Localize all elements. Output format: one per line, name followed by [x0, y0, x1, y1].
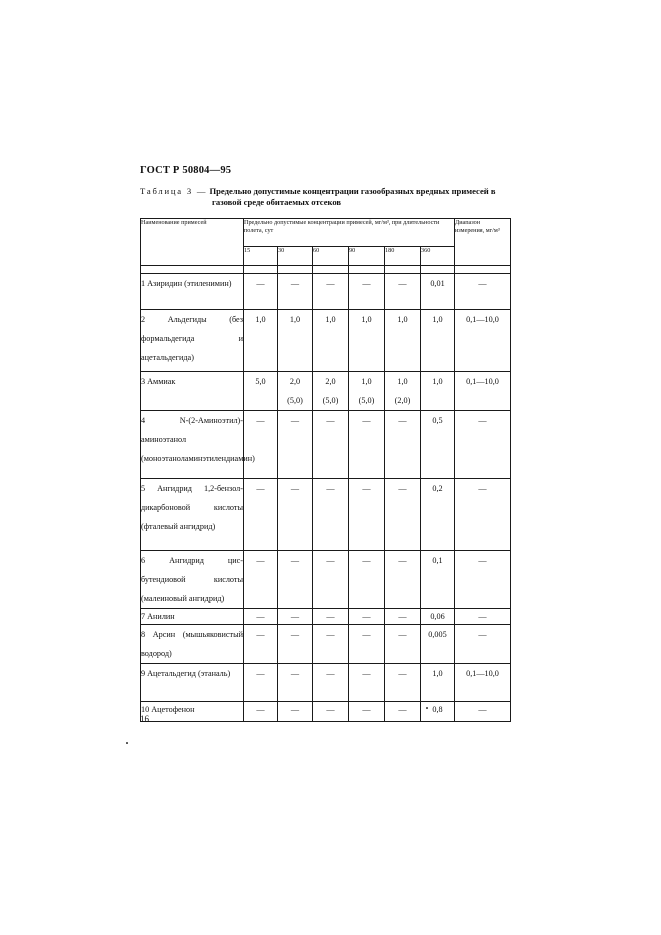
concentration-value: 2,0: [289, 377, 301, 386]
concentration-value: 1,0: [432, 377, 443, 386]
concentration-cell: [244, 625, 278, 664]
measurement-range: 0,1—10,0: [455, 372, 511, 411]
concentration-value: —: [326, 705, 335, 714]
concentration-cell: [349, 625, 385, 664]
concentration-value: —: [362, 484, 371, 493]
substance-name: 2 Альдегиды (без формальдегида и ацетальдегида): [141, 310, 244, 372]
concentration-cell: [244, 411, 278, 479]
concentration-cell: [349, 372, 385, 411]
measurement-range: 0,1—10,0: [455, 310, 511, 372]
concentration-value: —: [256, 630, 265, 639]
concentration-cell: [385, 625, 421, 664]
concentration-value: —: [290, 612, 300, 621]
concentration-value: —: [398, 669, 407, 678]
duration-header: 180: [385, 246, 421, 265]
concentration-value: —: [398, 612, 407, 621]
substance-name: 3 Аммиак: [141, 372, 244, 411]
concentration-cell: [278, 609, 313, 625]
concentration-cell: [349, 702, 385, 722]
page-number: 16: [140, 714, 149, 724]
table-row: [141, 411, 511, 479]
concentration-value: —: [256, 705, 265, 714]
measurement-range: —: [455, 625, 511, 664]
concentration-cell: [278, 625, 313, 664]
concentration-alt-value: (5,0): [322, 396, 339, 405]
table-row: [141, 274, 511, 310]
concentration-cell: [421, 609, 455, 625]
substance-name: 6 Ангидрид цис-бутендиовой кислоты (малеиновый ангидрид): [141, 551, 244, 609]
concentration-cell: [349, 609, 385, 625]
concentration-cell: [313, 551, 349, 609]
concentration-value: —: [256, 484, 265, 493]
concentration-value: 1,0: [432, 315, 443, 324]
concentration-cell: [385, 372, 421, 411]
table-body: [141, 266, 511, 722]
table-row: [141, 664, 511, 702]
concentration-cell: [385, 411, 421, 479]
measurement-range: —: [455, 274, 511, 310]
concentration-value: 1,0: [361, 377, 372, 386]
concentration-cell: [421, 551, 455, 609]
concentration-value: —: [290, 630, 300, 639]
concentration-value: —: [256, 416, 265, 425]
concentration-value: 1,0: [255, 315, 266, 324]
concentration-value: —: [362, 279, 371, 288]
spacer-row: [141, 266, 511, 274]
measurement-range: —: [455, 702, 511, 722]
concentration-value: —: [398, 484, 407, 493]
concentration-cell: [278, 479, 313, 551]
concentration-cell: [244, 274, 278, 310]
concentration-value: —: [290, 279, 300, 288]
duration-header: 15: [244, 246, 278, 265]
concentration-value: —: [398, 416, 407, 425]
concentration-value: —: [362, 612, 371, 621]
concentration-cell: [313, 609, 349, 625]
concentration-value: 1,0: [361, 315, 372, 324]
measurement-range: 0,1—10,0: [455, 664, 511, 702]
concentration-alt-value: (2,0): [394, 396, 411, 405]
substance-name: 1 Азиридин (этиленимин): [141, 274, 244, 310]
concentration-value: 0,8: [432, 705, 443, 714]
concentration-value: —: [290, 669, 300, 678]
concentration-value: —: [290, 484, 300, 493]
concentration-value: —: [326, 416, 335, 425]
concentration-cell: [385, 310, 421, 372]
concentration-value: —: [398, 279, 407, 288]
concentration-cell: [313, 702, 349, 722]
concentration-cell: [385, 274, 421, 310]
concentration-cell: [313, 372, 349, 411]
concentration-value: —: [256, 669, 265, 678]
concentration-value: —: [256, 279, 265, 288]
concentration-cell: [421, 274, 455, 310]
substance-name: 9 Ацетальдегид (этаналь): [141, 664, 244, 702]
concentration-cell: [244, 479, 278, 551]
concentration-value: 1,0: [397, 377, 408, 386]
concentration-cell: [421, 411, 455, 479]
concentration-value: —: [290, 416, 300, 425]
substance-name: 4 N-(2-Аминоэтил)-аминоэтанол (моноэтаноламинэтилендиамин): [141, 411, 244, 479]
duration-header: 90: [349, 246, 385, 265]
concentration-value: 0,2: [432, 484, 443, 493]
table-row: [141, 609, 511, 625]
concentration-cell: [244, 372, 278, 411]
concentration-cell: [278, 664, 313, 702]
concentration-value: —: [326, 556, 335, 565]
concentration-cell: [313, 664, 349, 702]
concentration-value: 0,06: [430, 612, 445, 621]
caption-label: Таблица 3 —: [140, 186, 208, 196]
concentration-value: 0,005: [428, 630, 447, 639]
concentration-cell: [313, 310, 349, 372]
concentration-value: 1,0: [325, 315, 336, 324]
concentration-cell: [385, 479, 421, 551]
substance-name: 5 Ангидрид 1,2-бензол-дикарбоновой кислоты (фталевый ангидрид): [141, 479, 244, 551]
measurement-range: —: [455, 479, 511, 551]
concentration-value: —: [398, 556, 407, 565]
concentration-value: —: [326, 630, 335, 639]
concentration-value: 2,0: [325, 377, 336, 386]
header-range: Диапазон измерения, мг/м³: [455, 219, 511, 266]
concentration-value: 5,0: [255, 377, 266, 386]
concentration-cell: [313, 411, 349, 479]
concentration-cell: [278, 274, 313, 310]
concentration-cell: [385, 664, 421, 702]
concentration-value: —: [326, 612, 335, 621]
concentration-alt-value: (5,0): [358, 396, 375, 405]
concentration-cell: [278, 411, 313, 479]
substance-name: 8 Арсин (мышьяковистый водород): [141, 625, 244, 664]
concentration-value: —: [398, 705, 407, 714]
concentration-value: —: [326, 279, 335, 288]
concentration-cell: [421, 310, 455, 372]
concentration-cell: [278, 702, 313, 722]
table-row: [141, 310, 511, 372]
duration-header: 30: [278, 246, 313, 265]
substance-name: 7 Анилин: [141, 609, 244, 625]
measurement-range: —: [455, 551, 511, 609]
table-row: [141, 625, 511, 664]
concentration-cell: [349, 479, 385, 551]
header-concentration: Предельно допустимые концентрации примесей, мг/м³, при длительности полета, сут: [244, 219, 455, 247]
concentration-cell: [244, 664, 278, 702]
concentration-cell: [244, 702, 278, 722]
table-caption: [140, 186, 520, 208]
concentration-value: —: [326, 669, 335, 678]
concentration-cell: [385, 702, 421, 722]
concentration-cell: [349, 274, 385, 310]
concentration-value: 1,0: [289, 315, 301, 324]
table-row: [141, 479, 511, 551]
duration-header: 60: [313, 246, 349, 265]
concentration-value: —: [256, 556, 265, 565]
concentration-alt-value: (5,0): [287, 396, 303, 405]
concentration-value: —: [362, 705, 371, 714]
table-row: [141, 702, 511, 722]
concentration-cell: [278, 551, 313, 609]
concentration-cell: [421, 625, 455, 664]
caption-title-line2: газовой среде обитаемых отсеков: [212, 197, 342, 207]
caption-title-line1: Предельно допустимые концентрации газообразных вредных примесей в: [209, 186, 496, 196]
concentration-cell: [278, 310, 313, 372]
concentration-cell: [313, 625, 349, 664]
concentration-value: —: [398, 630, 407, 639]
concentration-value: 1,0: [397, 315, 408, 324]
concentration-cell: [244, 609, 278, 625]
concentration-cell: [385, 551, 421, 609]
concentration-value: 0,01: [430, 279, 445, 288]
scan-speck: [426, 707, 428, 709]
concentration-cell: [421, 664, 455, 702]
concentration-cell: [385, 609, 421, 625]
document-header: ГОСТ Р 50804—95: [140, 165, 232, 176]
concentration-value: —: [362, 556, 371, 565]
concentration-value: —: [326, 484, 335, 493]
measurement-range: —: [455, 609, 511, 625]
concentration-cell: [349, 310, 385, 372]
concentration-value: —: [290, 556, 300, 565]
table-row: [141, 551, 511, 609]
concentration-cell: [349, 664, 385, 702]
header-name: Наименование примесей: [141, 219, 244, 266]
concentration-value: 1,0: [432, 669, 443, 678]
concentration-value: —: [290, 705, 300, 714]
concentration-cell: [349, 411, 385, 479]
concentration-value: 0,1: [432, 556, 443, 565]
concentration-cell: [313, 274, 349, 310]
concentration-cell: [244, 551, 278, 609]
table-row: [141, 372, 511, 411]
concentration-cell: [349, 551, 385, 609]
concentration-value: —: [362, 630, 371, 639]
concentration-value: —: [256, 612, 265, 621]
concentration-cell: [278, 372, 313, 411]
scan-speck: [126, 742, 128, 744]
concentration-value: 0,5: [432, 416, 443, 425]
concentration-cell: [421, 479, 455, 551]
concentration-cell: [313, 479, 349, 551]
substance-name: 10 Ацетофенон: [141, 702, 244, 722]
measurement-range: —: [455, 411, 511, 479]
concentration-table: [140, 218, 511, 722]
concentration-value: —: [362, 416, 371, 425]
concentration-value: —: [362, 669, 371, 678]
concentration-cell: [421, 702, 455, 722]
concentration-cell: [244, 310, 278, 372]
duration-header: 360: [421, 246, 455, 265]
concentration-cell: [421, 372, 455, 411]
